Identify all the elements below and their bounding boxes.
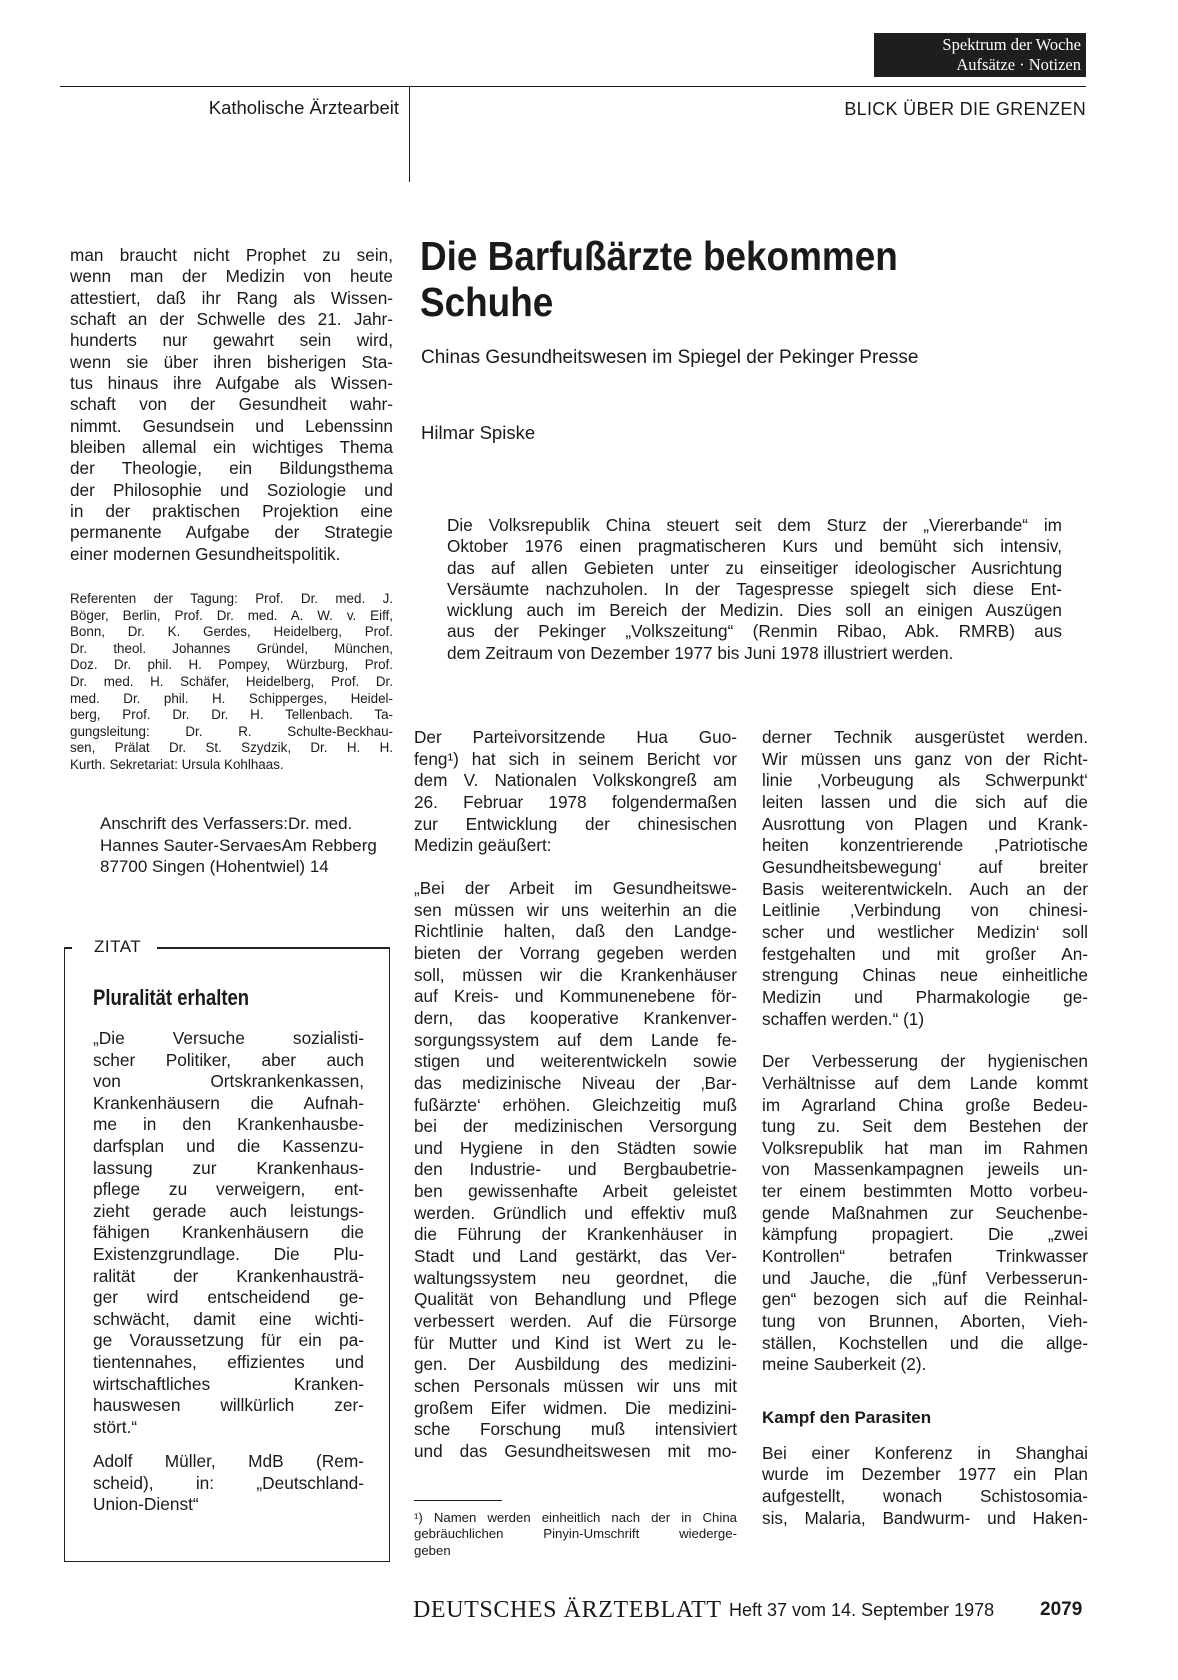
paragraph bbox=[414, 878, 737, 1463]
text-line: darfsplan und die Kassenzu- bbox=[93, 1135, 364, 1156]
text-line: fähigen Krankenhäusern die bbox=[93, 1222, 364, 1243]
text-line: stört.“ bbox=[93, 1416, 138, 1437]
text-line: schaft von der Gesundheit wahr- bbox=[70, 394, 393, 415]
text-line: wenn sie über ihren bisherigen Sta- bbox=[70, 351, 393, 372]
text-line: sen, Prälat Dr. St. Szydzik, Dr. H. H. bbox=[70, 740, 393, 756]
text-line: Krankenhäusern die Aufnah- bbox=[93, 1092, 364, 1113]
text-line: das medizinische Niveau der ‚Bar- bbox=[414, 1072, 737, 1093]
text-line: schwächt, damit eine wichti- bbox=[93, 1308, 364, 1329]
text-line: Doz. Dr. phil. H. Pompey, Würzburg, Prof. bbox=[70, 657, 393, 673]
article-column-right bbox=[762, 727, 1088, 1529]
author-address bbox=[100, 813, 400, 878]
issue-info: Heft 37 vom 14. September 1978 bbox=[729, 1600, 995, 1620]
text-line: hunderts nur gewahrt sein wird, bbox=[70, 330, 393, 351]
text-line: Böger, Berlin, Prof. Dr. med. A. W. v. Eiff, bbox=[70, 607, 393, 623]
text-line: schaffen werden.“ (1) bbox=[762, 1008, 925, 1029]
left-column-text bbox=[70, 245, 393, 565]
text-line: feng¹) hat sich in seinem Bericht vor bbox=[414, 748, 737, 769]
text-line: werden. Gründlich und effektiv muß bbox=[414, 1202, 737, 1223]
text-line: dern, das kooperative Krankenver- bbox=[414, 1007, 737, 1028]
zitat-title: Pluralität erhalten bbox=[93, 985, 250, 1010]
article-subtitle: Chinas Gesundheitswesen im Spiegel der Pekinger Presse bbox=[421, 347, 919, 368]
page-number: 2079 bbox=[1040, 1599, 1083, 1620]
text-line: sorgungssystem auf dem Lande fe- bbox=[414, 1029, 737, 1050]
text-line: zur Entwicklung der chinesischen bbox=[414, 813, 737, 834]
text-line: aufgestellt, wonach Schistosomia- bbox=[762, 1486, 1088, 1506]
text-line: 26. Februar 1978 folgendermaßen bbox=[414, 791, 737, 812]
text-line: Ausrottung von Plagen und Krank- bbox=[762, 813, 1088, 834]
text-line: Adolf Müller, MdB (Rem- bbox=[93, 1451, 364, 1471]
article-column-middle bbox=[414, 727, 737, 1463]
text-line: gebräuchlichen Pinyin-Umschrift wiederge- bbox=[414, 1526, 737, 1542]
text-line: stigen und weiterentwickeln sowie bbox=[414, 1051, 737, 1072]
text-line: einer modernen Gesundheitspolitik. bbox=[70, 543, 341, 564]
article-title-line: Schuhe bbox=[420, 279, 554, 325]
text-line: lassung zur Krankenhaus- bbox=[93, 1157, 364, 1178]
badge-line-1: Spektrum der Woche bbox=[942, 35, 1081, 54]
text-line: Dr. med. Hannes Sauter-Servaes bbox=[100, 814, 353, 855]
text-line: den Industrie- und Bergbaubetrie- bbox=[414, 1159, 737, 1180]
text-line: scher Politiker, aber auch bbox=[93, 1049, 364, 1070]
text-line: waltungssystem neu geordnet, die bbox=[414, 1267, 737, 1288]
text-line: scheid), in: „Deutschland- bbox=[93, 1472, 364, 1493]
text-line: linie ‚Vorbeugung als Schwerpunkt‘ bbox=[762, 770, 1088, 791]
header-rule bbox=[60, 86, 1086, 87]
footnote bbox=[414, 1510, 737, 1559]
text-line: bei der medizinischen Versorgung bbox=[414, 1116, 737, 1137]
text-line: me in den Krankenhausbe- bbox=[93, 1114, 364, 1135]
text-line: von Ortskrankenkassen, bbox=[93, 1071, 364, 1092]
text-line: und Jauche, die „fünf Verbesserun- bbox=[762, 1267, 1088, 1288]
referenten-list bbox=[70, 591, 393, 774]
text-line: dem Zeitraum von Dezember 1977 bis Juni 1978 illustriert werden. bbox=[447, 642, 954, 663]
text-line: Verhältnisse auf dem Lande kommt bbox=[762, 1072, 1088, 1093]
paragraph bbox=[414, 727, 737, 857]
text-line: med. Dr. phil. H. Schipperges, Heidel- bbox=[70, 690, 393, 706]
text-line: Leitlinie ‚Verbindung von chinesi- bbox=[762, 900, 1088, 921]
text-line: Richtlinie halten, daß den Landge- bbox=[414, 921, 737, 942]
text-line: meine Sauberkeit (2). bbox=[762, 1354, 927, 1375]
article-title bbox=[420, 233, 1014, 325]
text-line: aus der Pekinger „Volkszeitung“ (Renmin Ribao, Abk. RMRB) aus bbox=[447, 621, 1062, 642]
text-line: gen“ bezogen sich auf die Reinhal- bbox=[762, 1289, 1088, 1310]
zitat-box-top-edge bbox=[64, 947, 72, 949]
text-line: verbessert werden. Auf die Fürsorge bbox=[414, 1311, 737, 1332]
zitat-quote bbox=[93, 1028, 364, 1438]
text-line: fußärzte‘ erhöhen. Gleichzeitig muß bbox=[414, 1094, 737, 1115]
text-line: ¹) Namen werden einheitlich nach der in China bbox=[414, 1510, 737, 1525]
text-line: berg, Prof. Dr. Dr. H. Tellenbach. Ta- bbox=[70, 707, 393, 723]
text-line: für Mutter und Kind ist Wert zu le- bbox=[414, 1332, 737, 1353]
text-line: Der Parteivorsitzende Hua Guo- bbox=[414, 727, 737, 747]
text-line: das auf allen Gebieten unter zu einseitiger ideologischer Ausrichtung bbox=[447, 557, 1062, 578]
text-line: Referenten der Tagung: Prof. Dr. med. J. bbox=[70, 591, 393, 606]
text-line: tung von Brunnen, Aborten, Vieh- bbox=[762, 1311, 1088, 1332]
text-line: Bei einer Konferenz in Shanghai bbox=[762, 1442, 1088, 1463]
text-line: tung zu. Seit dem Bestehen der bbox=[762, 1116, 1088, 1137]
paragraph-gap bbox=[762, 1376, 1088, 1397]
text-line: strengung Chinas neue einheitliche bbox=[762, 965, 1088, 986]
text-line: „Bei der Arbeit im Gesundheitswe- bbox=[414, 877, 737, 898]
text-line: die Führung der Krankenhäuser in bbox=[414, 1224, 737, 1245]
paragraph bbox=[762, 1443, 1088, 1530]
text-line: Dr. theol. Johannes Gründel, München, bbox=[70, 640, 393, 656]
text-line: Kontrollen“ betrafen Trinkwasser bbox=[762, 1246, 1088, 1267]
text-line: bleiben allemal ein wichtiges Thema bbox=[70, 437, 393, 458]
text-line: Basis weiterentwickeln. Auch an der bbox=[762, 878, 1088, 899]
text-line: leiten lassen und die sich auf die bbox=[762, 791, 1088, 812]
zitat-box-top-edge bbox=[157, 947, 390, 949]
text-line: schaft an der Schwelle des 21. Jahr- bbox=[70, 309, 393, 330]
text-line: wurde im Dezember 1977 ein Plan bbox=[762, 1464, 1088, 1485]
zitat-label: ZITAT bbox=[94, 937, 142, 956]
article-intro bbox=[447, 515, 1062, 664]
text-line: pflege zu verweigern, ent- bbox=[93, 1179, 364, 1200]
column-divider bbox=[409, 86, 410, 182]
paragraph-gap bbox=[762, 1030, 1088, 1051]
text-line: ter einem bestimmten Motto vorbeu- bbox=[762, 1181, 1088, 1202]
text-line: heiten konzentrierende ‚Patriotische bbox=[762, 835, 1088, 856]
text-line: Wir müssen uns ganz von der Richt- bbox=[762, 748, 1088, 769]
text-line: zieht gerade auch leistungs- bbox=[93, 1200, 364, 1221]
text-line: geben bbox=[414, 1542, 451, 1558]
text-line: Am Rebberg 8 bbox=[100, 835, 377, 876]
text-line: im Agrarland China große Bedeu- bbox=[762, 1094, 1088, 1115]
text-line: tientennahes, effizientes und bbox=[93, 1351, 364, 1372]
text-line: 7700 Singen (Hohentwiel) 14 bbox=[109, 857, 329, 876]
text-line: Medizin geäußert: bbox=[414, 835, 552, 856]
text-line: nimmt. Gesundsein und Lebenssinn bbox=[70, 415, 393, 436]
text-line: attestiert, daß ihr Rang als Wissen- bbox=[70, 287, 393, 308]
footnote-rule bbox=[414, 1500, 502, 1501]
text-line: scher und westlicher Medizin‘ soll bbox=[762, 921, 1088, 942]
text-line: der Theologie, ein Bildungsthema bbox=[70, 458, 393, 479]
text-line: Stadt und Land gestärkt, das Ver- bbox=[414, 1246, 737, 1267]
text-line: ger wird entscheidend ge- bbox=[93, 1287, 364, 1308]
text-line: Der Verbesserung der hygienischen bbox=[762, 1051, 1088, 1072]
text-line: man braucht nicht Prophet zu sein, bbox=[70, 245, 393, 265]
text-line: und das Gesundheitswesen mit mo- bbox=[414, 1441, 737, 1461]
text-line: wicklung auch im Bereich der Medizin. Dies soll an einigen Auszügen bbox=[447, 600, 1062, 621]
section-header-right: BLICK ÜBER DIE GRENZEN bbox=[844, 99, 1086, 119]
text-line: großem Eifer widmen. Die medizini- bbox=[414, 1397, 737, 1418]
text-line: der Philosophie und Soziologie und bbox=[70, 479, 393, 500]
section-header-left: Katholische Ärztearbeit bbox=[208, 97, 399, 118]
text-line: ge Voraussetzung für ein pa- bbox=[93, 1330, 364, 1351]
text-line: sis, Malaria, Bandwurm- und Haken- bbox=[762, 1507, 1088, 1528]
text-line: gende Maßnahmen zur Seuchenbe- bbox=[762, 1202, 1088, 1223]
text-line: Bonn, Dr. K. Gerdes, Heidelberg, Prof. bbox=[70, 624, 393, 640]
badge-line-2: Aufsätze · Notizen bbox=[956, 55, 1081, 74]
text-line: von Massenkampagnen jeweils un- bbox=[762, 1159, 1088, 1180]
text-line: Medizin und Pharmakologie ge- bbox=[762, 986, 1088, 1007]
text-line: wirtschaftliches Kranken- bbox=[93, 1373, 364, 1394]
text-line: bieten der Vorrang gegeben werden bbox=[414, 942, 737, 963]
text-line: ben gewissenhafte Arbeit geleistet bbox=[414, 1181, 737, 1202]
text-line: gen. Der Ausbildung des medizini- bbox=[414, 1354, 737, 1375]
text-line: in der praktischen Projektion eine bbox=[70, 501, 393, 522]
text-line: Dr. med. H. Schäfer, Heidelberg, Prof. Dr. bbox=[70, 673, 393, 689]
text-line: „Die Versuche sozialisti- bbox=[93, 1028, 364, 1048]
text-line: Kurth. Sekretariat: Ursula Kohlhaas. bbox=[70, 756, 284, 772]
text-line: soll, müssen wir die Krankenhäuser bbox=[414, 964, 737, 985]
paragraph-gap bbox=[414, 857, 737, 878]
text-line: Die Volksrepublik China steuert seit dem Sturz der „Viererbande“ im bbox=[447, 515, 1062, 535]
text-line: Qualität von Behandlung und Pflege bbox=[414, 1289, 737, 1310]
text-line: derner Technik ausgerüstet werden. bbox=[762, 727, 1088, 747]
text-line: dem V. Nationalen Volkskongreß am bbox=[414, 770, 737, 791]
text-line: Gesundheitsbewegung‘ auf breiter bbox=[762, 856, 1088, 877]
text-line: ställen, Kochstellen und die allge- bbox=[762, 1332, 1088, 1353]
paragraph bbox=[762, 727, 1088, 1030]
text-line: Existenzgrundlage. Die Plu- bbox=[93, 1243, 364, 1264]
text-line: kämpfung propagiert. Die „zwei bbox=[762, 1224, 1088, 1245]
text-line: Union-Dienst“ bbox=[93, 1494, 199, 1515]
text-line: wenn man der Medizin von heute bbox=[70, 266, 393, 287]
text-line: ralität der Krankenhausträ- bbox=[93, 1265, 364, 1286]
text-line: Versäumte nachzuholen. In der Tagespresse spiegelt sich diese Ent- bbox=[447, 578, 1062, 599]
text-line: sen müssen wir uns weiterhin an die bbox=[414, 899, 737, 920]
paragraph bbox=[762, 1051, 1088, 1376]
article-author: Hilmar Spiske bbox=[421, 422, 536, 443]
text-line: und Hygiene in den Städten sowie bbox=[414, 1137, 737, 1158]
article-title-line: Die Barfußärzte bekommen bbox=[420, 233, 898, 279]
text-line: gungsleitung: Dr. R. Schulte-Beckhau- bbox=[70, 723, 393, 739]
text-line: festgehalten und mit großer An- bbox=[762, 943, 1088, 964]
article-subheading: Kampf den Parasiten bbox=[762, 1408, 932, 1428]
text-line: schen Personals müssen wir uns mit bbox=[414, 1376, 737, 1397]
text-line: Oktober 1976 einen pragmatischeren Kurs und bemüht sich intensiv, bbox=[447, 536, 1062, 557]
text-line: auf Kreis- und Kommunenebene för- bbox=[414, 986, 737, 1007]
text-line: hauswesen willkürlich zer- bbox=[93, 1395, 364, 1416]
text-line: sche Forschung muß intensiviert bbox=[414, 1419, 737, 1440]
journal-name: DEUTSCHES ÄRZTEBLATT bbox=[413, 1597, 722, 1623]
text-line: tus hinaus ihre Aufgabe als Wissen- bbox=[70, 373, 393, 394]
text-line: Volksrepublik hat man im Rahmen bbox=[762, 1137, 1088, 1158]
text-line: permanente Aufgabe der Strategie bbox=[70, 522, 393, 543]
text-line: Anschrift des Verfassers: bbox=[100, 814, 289, 833]
section-badge bbox=[874, 33, 1086, 77]
zitat-source bbox=[93, 1451, 364, 1516]
